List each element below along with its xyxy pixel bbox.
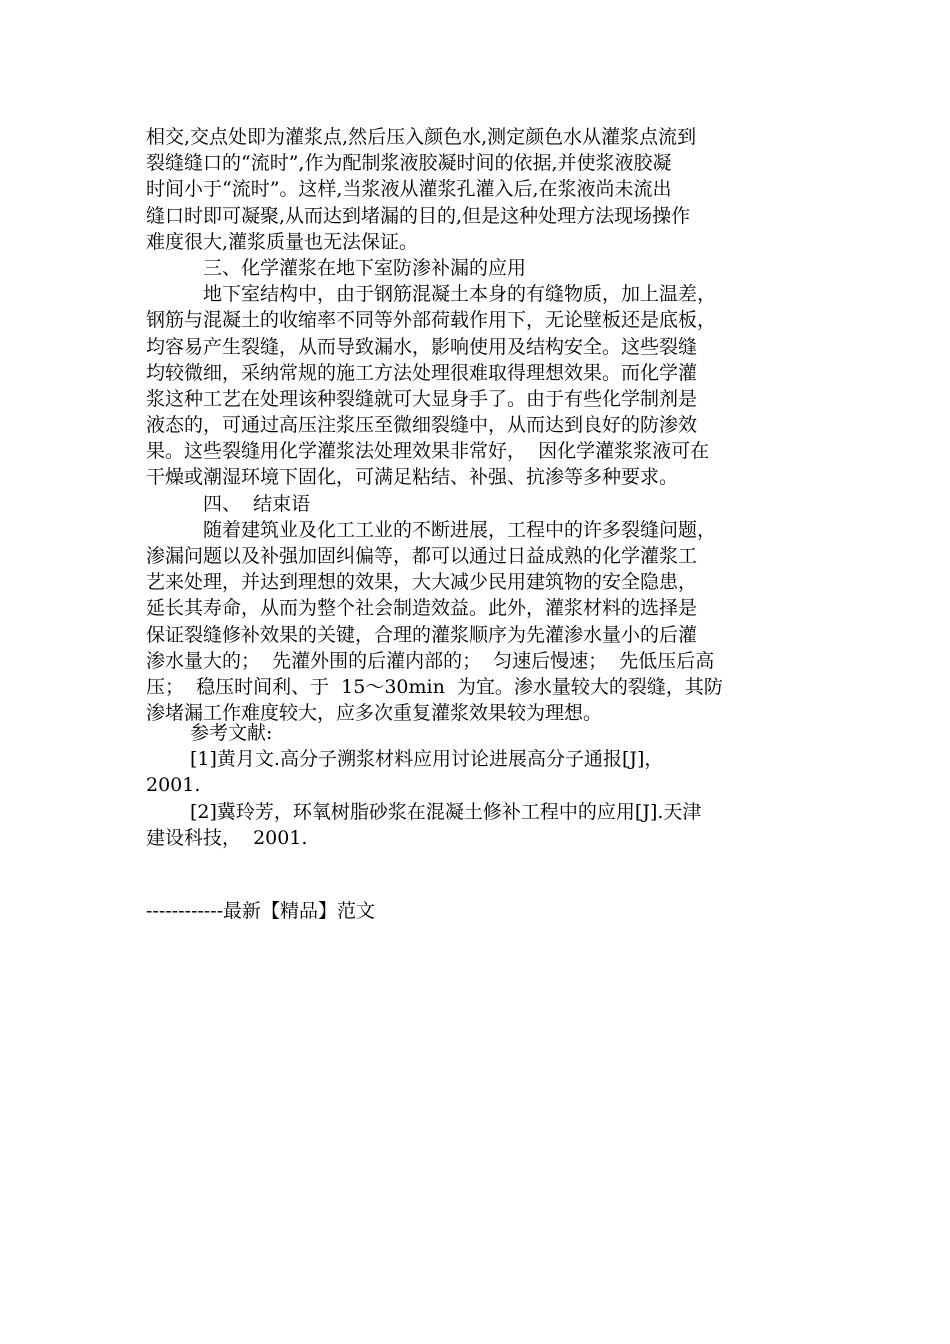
reference-2-line-1: [2]冀玲芳，环氧树脂砂浆在混凝土修补工程中的应用[J].天津 (190, 800, 702, 823)
paragraph-line: 钢筋与混凝土的收缩率不同等外部荷载作用下，无论壁板还是底板， (146, 309, 717, 332)
body-text (146, 124, 806, 726)
reference-2-line-2: 建设科技， 2001. (146, 826, 308, 849)
paragraph-line: 随着建筑业及化工工业的不断进展，工程中的许多裂缝问题， (203, 518, 717, 541)
paragraph-line: 缝口时即可凝聚,从而达到堵漏的目的,但是这种处理方法现场操作 (146, 204, 691, 227)
paragraph-line: 液态的，可通过高压注浆压至微细裂缝中，从而达到良好的防渗效 (146, 414, 698, 437)
paragraph-line: 裂缝缝口的“流时”,作为配制浆液胶凝时间的依据,并使浆液胶凝 (146, 152, 672, 175)
paragraph-line: 艺来处理，并达到理想的效果，大大减少民用建筑物的安全隐患， (146, 571, 698, 594)
reference-1-line-2: 2001. (146, 774, 201, 797)
references-heading: 参考文献: (190, 722, 273, 744)
paragraph-line: 压； 稳压时间利、于 15～30min 为宜。渗水量较大的裂缝，其防 (146, 675, 723, 698)
paragraph-line: 渗堵漏工作难度较大，应多次重复灌浆效果较为理想。 (146, 702, 603, 725)
footer-text: ------------最新【精品】范文 (146, 900, 376, 922)
paragraph-line: 干燥或潮湿环境下固化，可满足粘结、补强、抗渗等多种要求。 (146, 466, 679, 489)
paragraph-line: 渗水量大的； 先灌外围的后灌内部的； 匀速后慢速； 先低压后高 (146, 649, 715, 672)
paragraph-line: 时间小于“流时”。这样,当浆液从灌浆孔灌入后,在浆液尚未流出 (146, 178, 672, 201)
paragraph-line: 果。这些裂缝用化学灌浆法处理效果非常好， 因化学灌浆浆液可在 (146, 440, 710, 463)
paragraph-line: 延长其寿命，从而为整个社会制造效益。此外，灌浆材料的选择是 (146, 597, 698, 620)
paragraph-line: 地下室结构中，由于钢筋混凝土本身的有缝物质，加上温差， (203, 283, 717, 306)
paragraph-line: 渗漏问题以及补强加固纠偏等，都可以通过日益成熟的化学灌浆工 (146, 545, 698, 567)
reference-1-line-1: [1]黄月文.高分子溯浆材料应用讨论进展高分子通报[J]， (190, 748, 664, 771)
paragraph-line: 浆这种工艺在处理该种裂缝就可大显身手了。由于有些化学制剂是 (146, 387, 698, 410)
references-section (146, 720, 806, 851)
paragraph-line: 均较微细，采纳常规的施工方法处理很难取得理想效果。而化学灌 (146, 361, 698, 384)
paragraph-line: 难度很大,灌浆质量也无法保证。 (146, 230, 419, 253)
paragraph-line: 均容易产生裂缝，从而导致漏水，影响使用及结构安全。这些裂缝 (146, 335, 698, 358)
section-heading-4: 四、 结束语 (203, 492, 311, 515)
section-heading-3: 三、化学灌浆在地下室防渗补漏的应用 (203, 256, 527, 279)
paragraph-line: 相交,交点处即为灌浆点,然后压入颜色水,测定颜色水从灌浆点流到 (146, 126, 697, 148)
paragraph-line: 保证裂缝修补效果的关键，合理的灌浆顺序为先灌渗水量小的后灌 (146, 623, 698, 646)
